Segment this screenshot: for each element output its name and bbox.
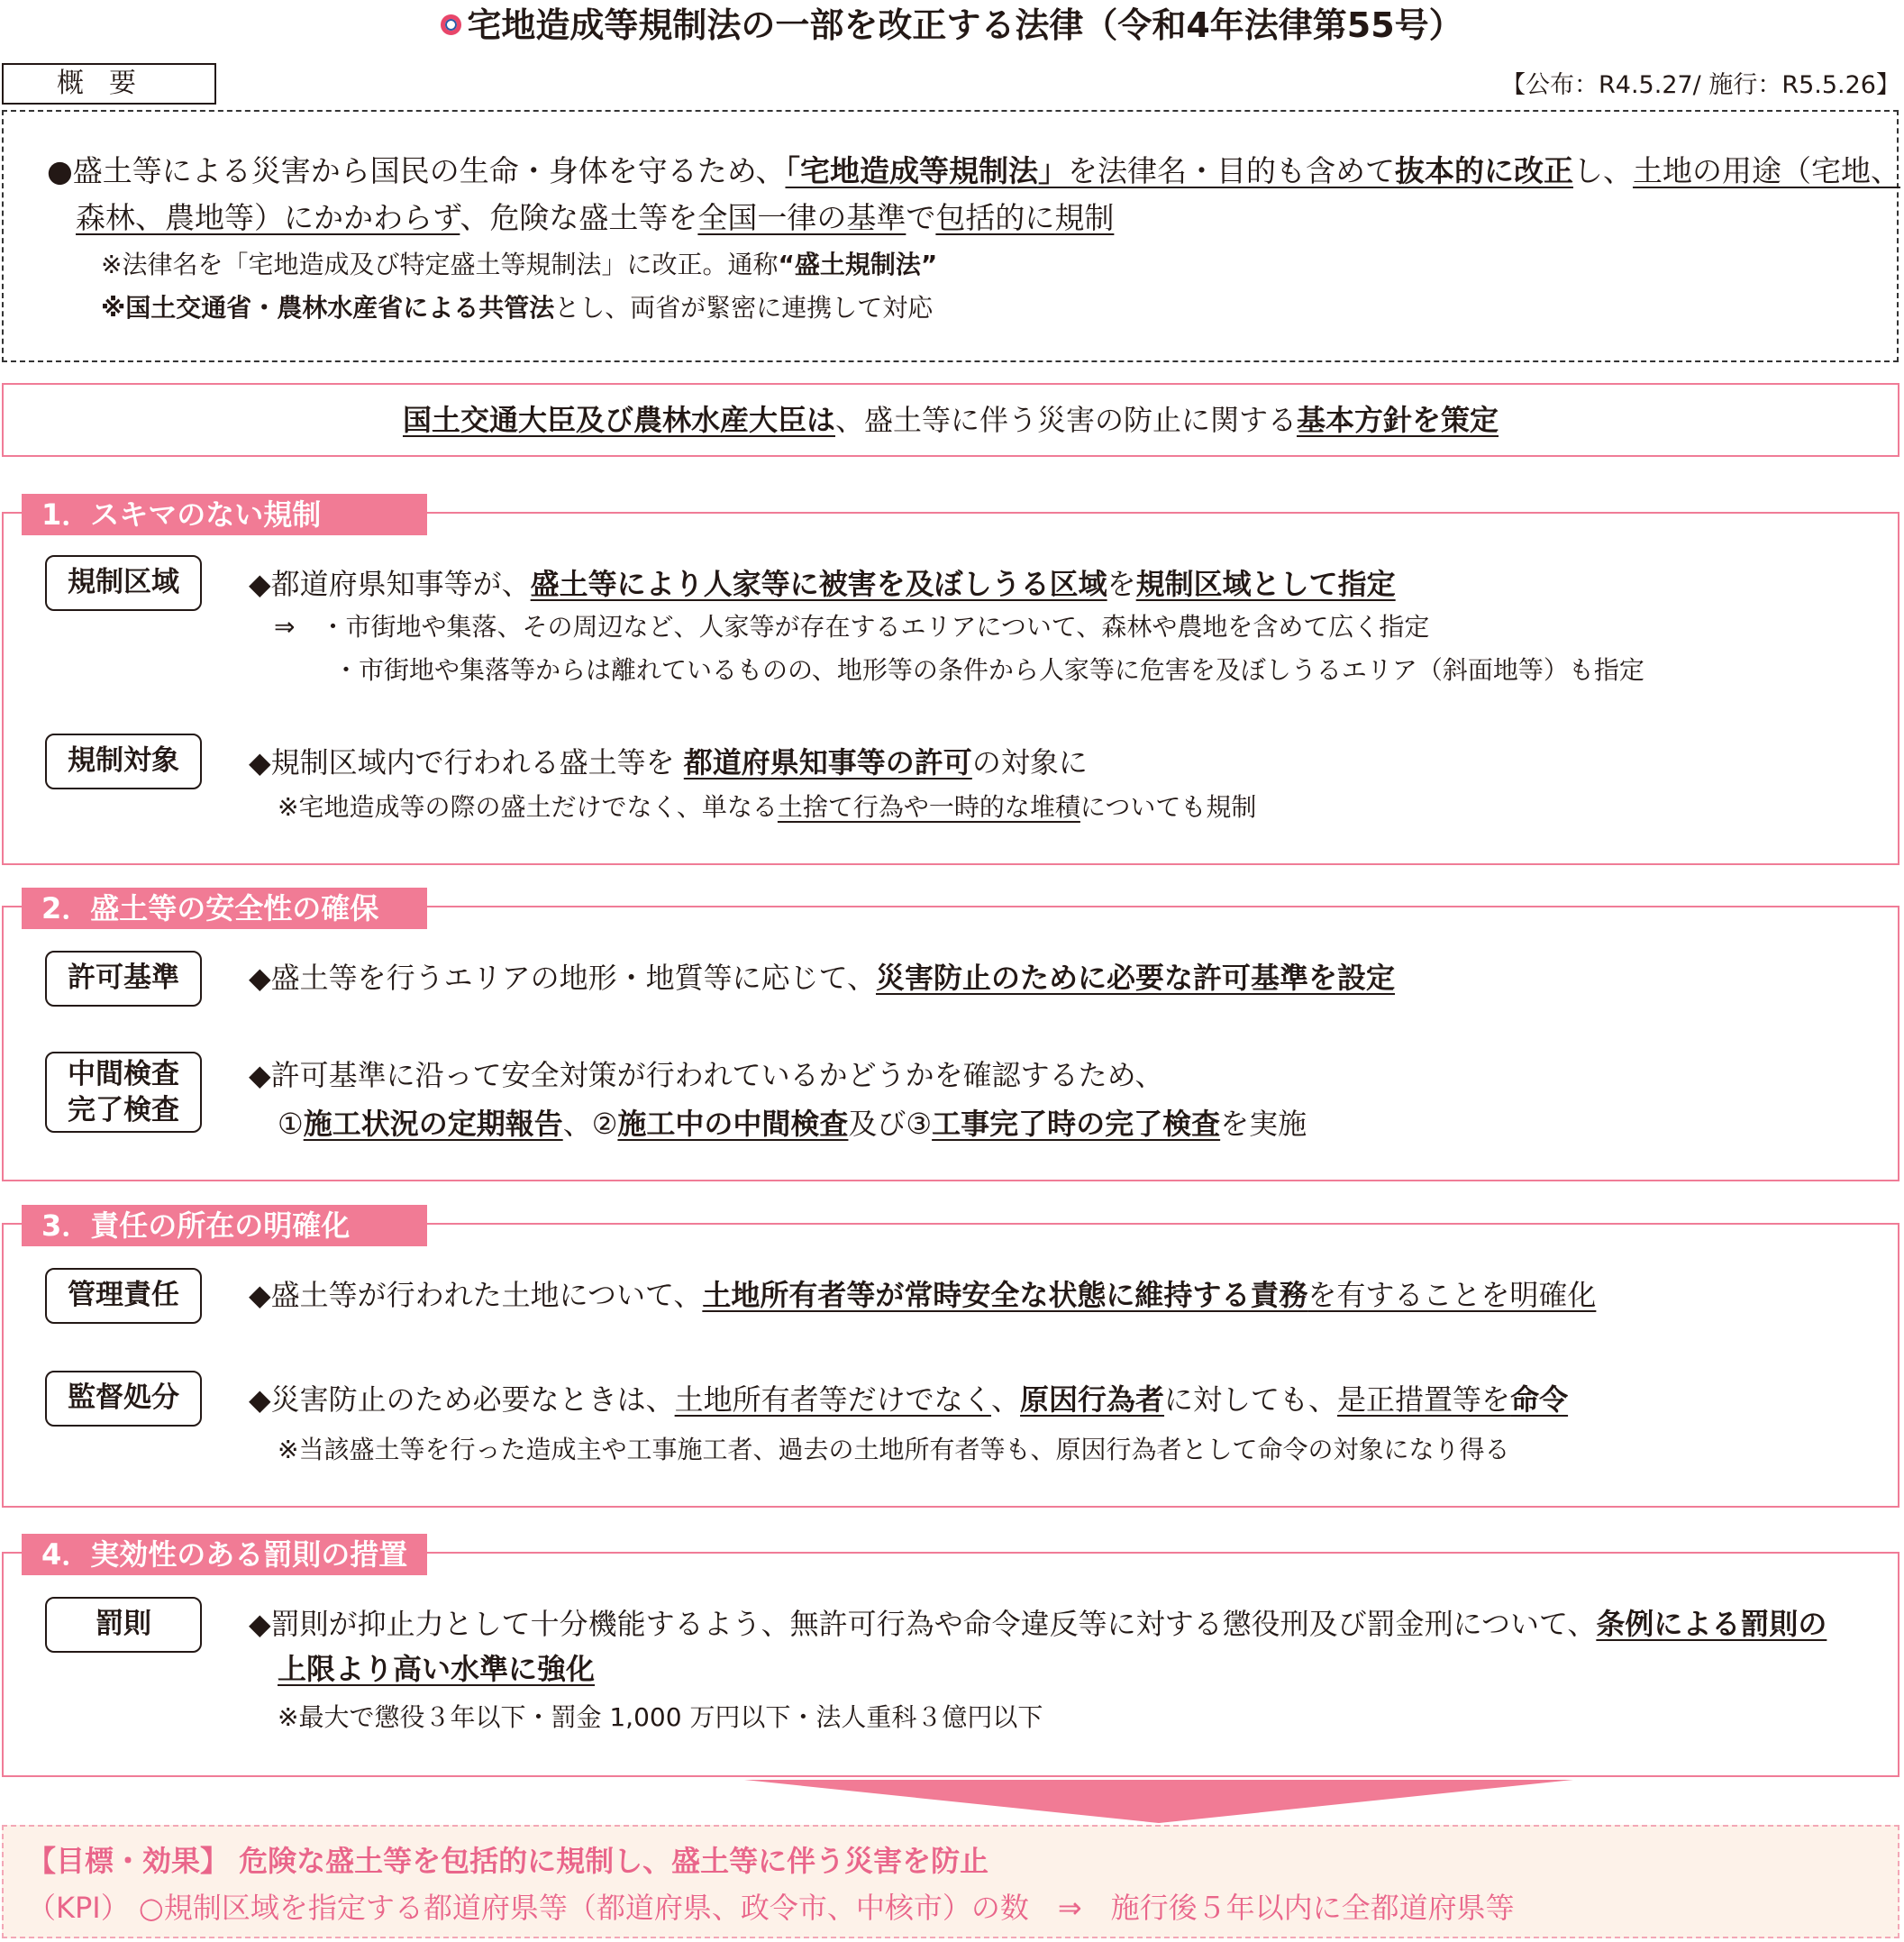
regulated-target-main: ◆規制区域内で行われる盛土等を 都道府県知事等の許可の対象に <box>249 745 1088 780</box>
section-1 <box>2 497 1899 865</box>
tag-regulated-target: 規制対象 <box>45 734 202 789</box>
supervisory-main: ◆災害防止のため必要なときは、土地所有者等だけでなく、原因行為者に対しても、是正措置等を命令 <box>249 1382 1569 1417</box>
tag-regulated-area: 規制区域 <box>45 555 202 611</box>
overview-note-1: ※法律名を「宅地造成及び特定盛土等規制法」に改正。通称“盛土規制法” <box>101 250 938 279</box>
section-1-header: 1．スキマのない規制 <box>22 494 427 535</box>
basic-policy-box: 国土交通大臣及び農林水産大臣は、盛土等に伴う災害の防止に関する基本方針を策定 <box>2 383 1899 457</box>
regulated-area-sub-2: ・市街地や集落等からは離れているものの、地形等の条件から人家等に危害を及ぼしうるエリア（斜面地等）も指定 <box>333 655 1644 685</box>
overview-box <box>2 110 1899 362</box>
tag-supervisory-disposition: 監督処分 <box>45 1371 202 1427</box>
inspection-main: ◆許可基準に沿って安全対策が行われているかどうかを確認するため、 <box>249 1058 1164 1092</box>
section-3-header: 3．責任の所在の明確化 <box>22 1205 427 1246</box>
tag-permit-criteria: 許可基準 <box>45 951 202 1007</box>
tag-inspection: 中間検査 完了検査 <box>45 1052 202 1133</box>
goal-line-1: 【目標・効果】 危険な盛土等を包括的に規制し、盛土等に伴う災害を防止 <box>27 1844 989 1878</box>
promulgation-date: 【公布：R4.5.27/ 施行：R5.5.26】 <box>1501 71 1900 99</box>
regulated-area-main: ◆都道府県知事等が、盛土等により人家等に被害を及ぼしうる区域を規制区域として指定 <box>249 567 1396 601</box>
section-4 <box>2 1537 1899 1777</box>
circle-bullet-icon <box>441 14 461 35</box>
section-2-header: 2．盛土等の安全性の確保 <box>22 888 427 929</box>
management-main: ◆盛土等が行われた土地について、土地所有者等が常時安全な状態に維持する責務を有することを明確化 <box>249 1278 1597 1312</box>
penalty-main-2: 上限より高い水準に強化 <box>278 1652 596 1686</box>
section-4-header: 4．実効性のある罰則の措置 <box>22 1534 427 1575</box>
overview-line-2: 森林、農地等）にかかわらず、危険な盛土等を全国一律の基準で包括的に規制 <box>76 200 1115 235</box>
overview-line-1: ●盛土等による災害から国民の生命・身体を守るため、「宅地造成等規制法」を法律名・目的も含めて抜本的に改正し、土地の用途（宅地、 <box>47 153 1900 188</box>
tag-management-responsibility: 管理責任 <box>45 1268 202 1324</box>
section-3 <box>2 1208 1899 1508</box>
regulated-area-sub-1: ⇒ ・市街地や集落、その周辺など、人家等が存在するエリアについて、森林や農地を含めて広く指定 <box>274 612 1430 642</box>
goal-box <box>2 1825 1899 1938</box>
goal-kpi-line: （KPI） ○規制区域を指定する都道府県等（都道府県、政令市、中核市）の数 ⇒ 施行後５年以内に全都道府県等 <box>27 1891 1515 1925</box>
regulated-target-sub: ※宅地造成等の際の盛土だけでなく、単なる土捨て行為や一時的な堆積についても規制 <box>278 792 1257 822</box>
section-2 <box>2 891 1899 1181</box>
penalty-sub: ※最大で懲役３年以下・罰金 1,000 万円以下・法人重科３億円以下 <box>278 1702 1043 1732</box>
supervisory-sub: ※当該盛土等を行った造成主や工事施工者、過去の土地所有者等も、原因行為者として命令の対象になり得る <box>278 1435 1510 1464</box>
permit-criteria-main: ◆盛土等を行うエリアの地形・地質等に応じて、災害防止のために必要な許可基準を設定 <box>249 961 1395 995</box>
down-arrow-icon <box>744 1780 1573 1823</box>
penalty-main: ◆罰則が抑止力として十分機能するよう、無許可行為や命令違反等に対する懲役刑及び罰金刑について、条例による罰則の <box>249 1607 1827 1641</box>
overview-label: 概要 <box>2 63 216 105</box>
page-title: 宅地造成等規制法の一部を改正する法律（令和4年法律第55号） <box>0 4 1904 47</box>
overview-note-2: ※国土交通省・農林水産省による共管法とし、両省が緊密に連携して対応 <box>101 293 934 323</box>
tag-penalty: 罰則 <box>45 1597 202 1653</box>
inspection-main-2: ①施工状況の定期報告、②施工中の中間検査及び③工事完了時の完了検査を実施 <box>278 1107 1307 1141</box>
